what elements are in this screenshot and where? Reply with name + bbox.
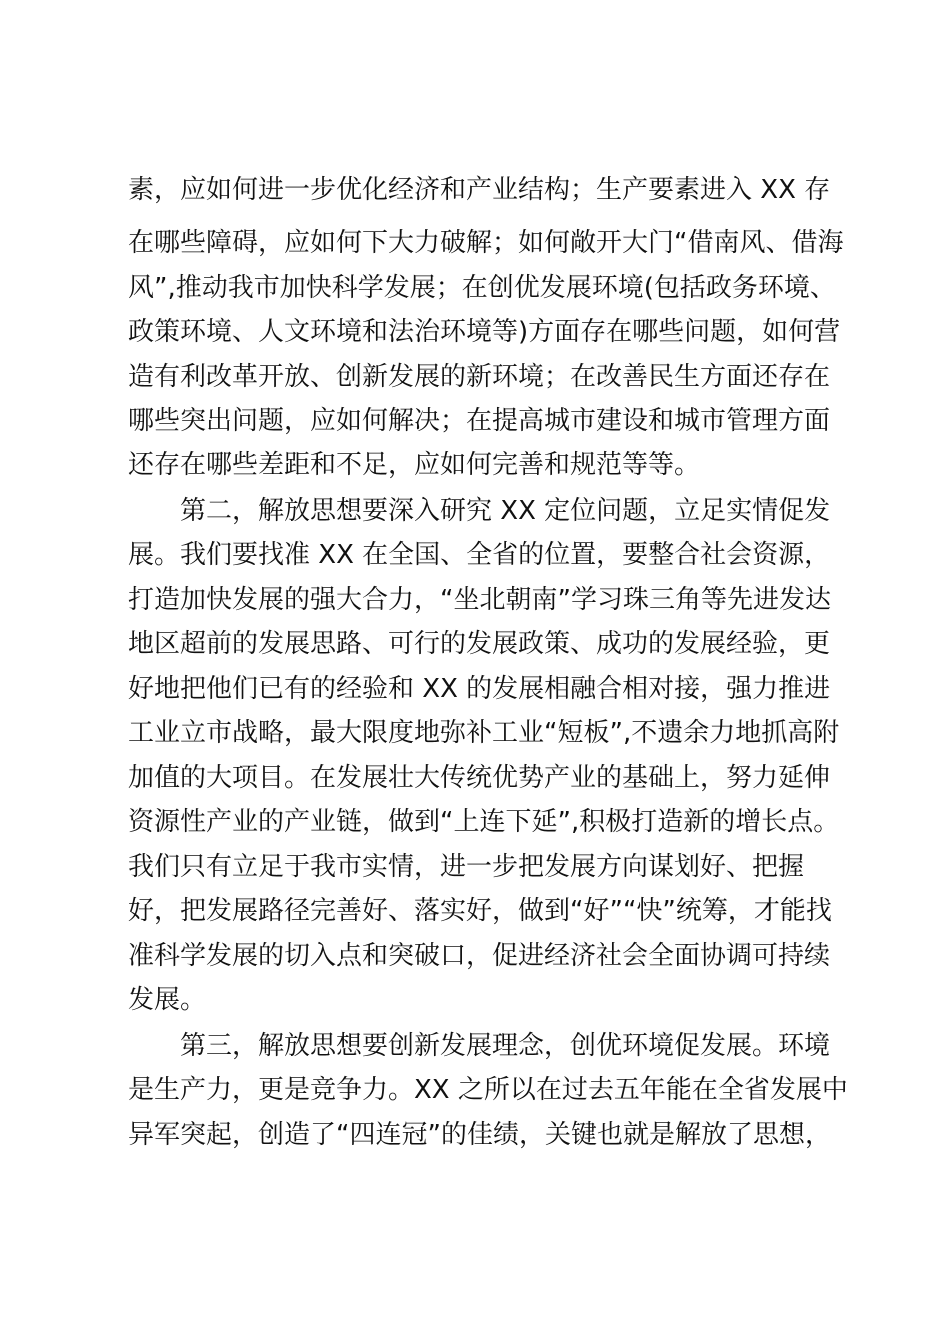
text-line: 准科学发展的切入点和突破口，促进经济社会全面协调可持续 xyxy=(128,941,831,971)
text-line: 哪些突出问题，应如何解决；在提高城市建设和城市管理方面 xyxy=(128,406,831,436)
text-line: 还存在哪些差距和不足，应如何完善和规范等等。 xyxy=(128,450,701,480)
text-line: 加值的大项目。在发展壮大传统优势产业的基础上，努力延伸 xyxy=(128,763,831,793)
text-line: 素，应如何进一步优化经济和产业结构；生产要素进入 XX 存 xyxy=(128,175,831,205)
text-line: 我们只有立足于我市实情，进一步把发展方向谋划好、把握 xyxy=(128,852,805,882)
text-line: 异军突起，创造了“四连冠”的佳绩，关键也就是解放了思想， xyxy=(128,1120,831,1150)
paragraph-start-line: 第二，解放思想要深入研究 XX 定位问题，立足实情促发 xyxy=(180,496,831,526)
text-line: 工业立市战略，最大限度地弥补工业“短板”,不遗余力地抓高附 xyxy=(128,718,840,748)
text-line: 好，把发展路径完善好、落实好，做到“好”“快”统筹，才能找 xyxy=(128,896,832,926)
text-line: 发展。 xyxy=(128,985,207,1015)
text-line: 地区超前的发展思路、可行的发展政策、成功的发展经验，更 xyxy=(128,629,831,659)
text-line: 资源性产业的产业链，做到“上连下延”,积极打造新的增长点。 xyxy=(128,807,840,837)
text-line: 展。我们要找准 XX 在全国、全省的位置，要整合社会资源， xyxy=(128,540,831,570)
text-line: 造有利改革开放、创新发展的新环境；在改善民生方面还存在 xyxy=(128,362,831,392)
text-line: 政策环境、人文环境和法治环境等)方面存在哪些问题，如何营 xyxy=(128,317,841,347)
text-line: 打造加快发展的强大合力，“坐北朝南”学习珠三角等先进发达 xyxy=(128,585,831,615)
text-line: 是生产力，更是竞争力。XX 之所以在过去五年能在全省发展中 xyxy=(128,1075,848,1105)
paragraph-start-line: 第三，解放思想要创新发展理念，创优环境促发展。环境 xyxy=(180,1031,831,1061)
text-line: 风”,推动我市加快科学发展；在创优发展环境(包括政务环境、 xyxy=(128,273,836,303)
text-line: 在哪些障碍，应如何下大力破解；如何敞开大门“借南风、借海 xyxy=(128,228,844,258)
text-line: 好地把他们已有的经验和 XX 的发展相融合相对接，强力推进 xyxy=(128,674,831,704)
